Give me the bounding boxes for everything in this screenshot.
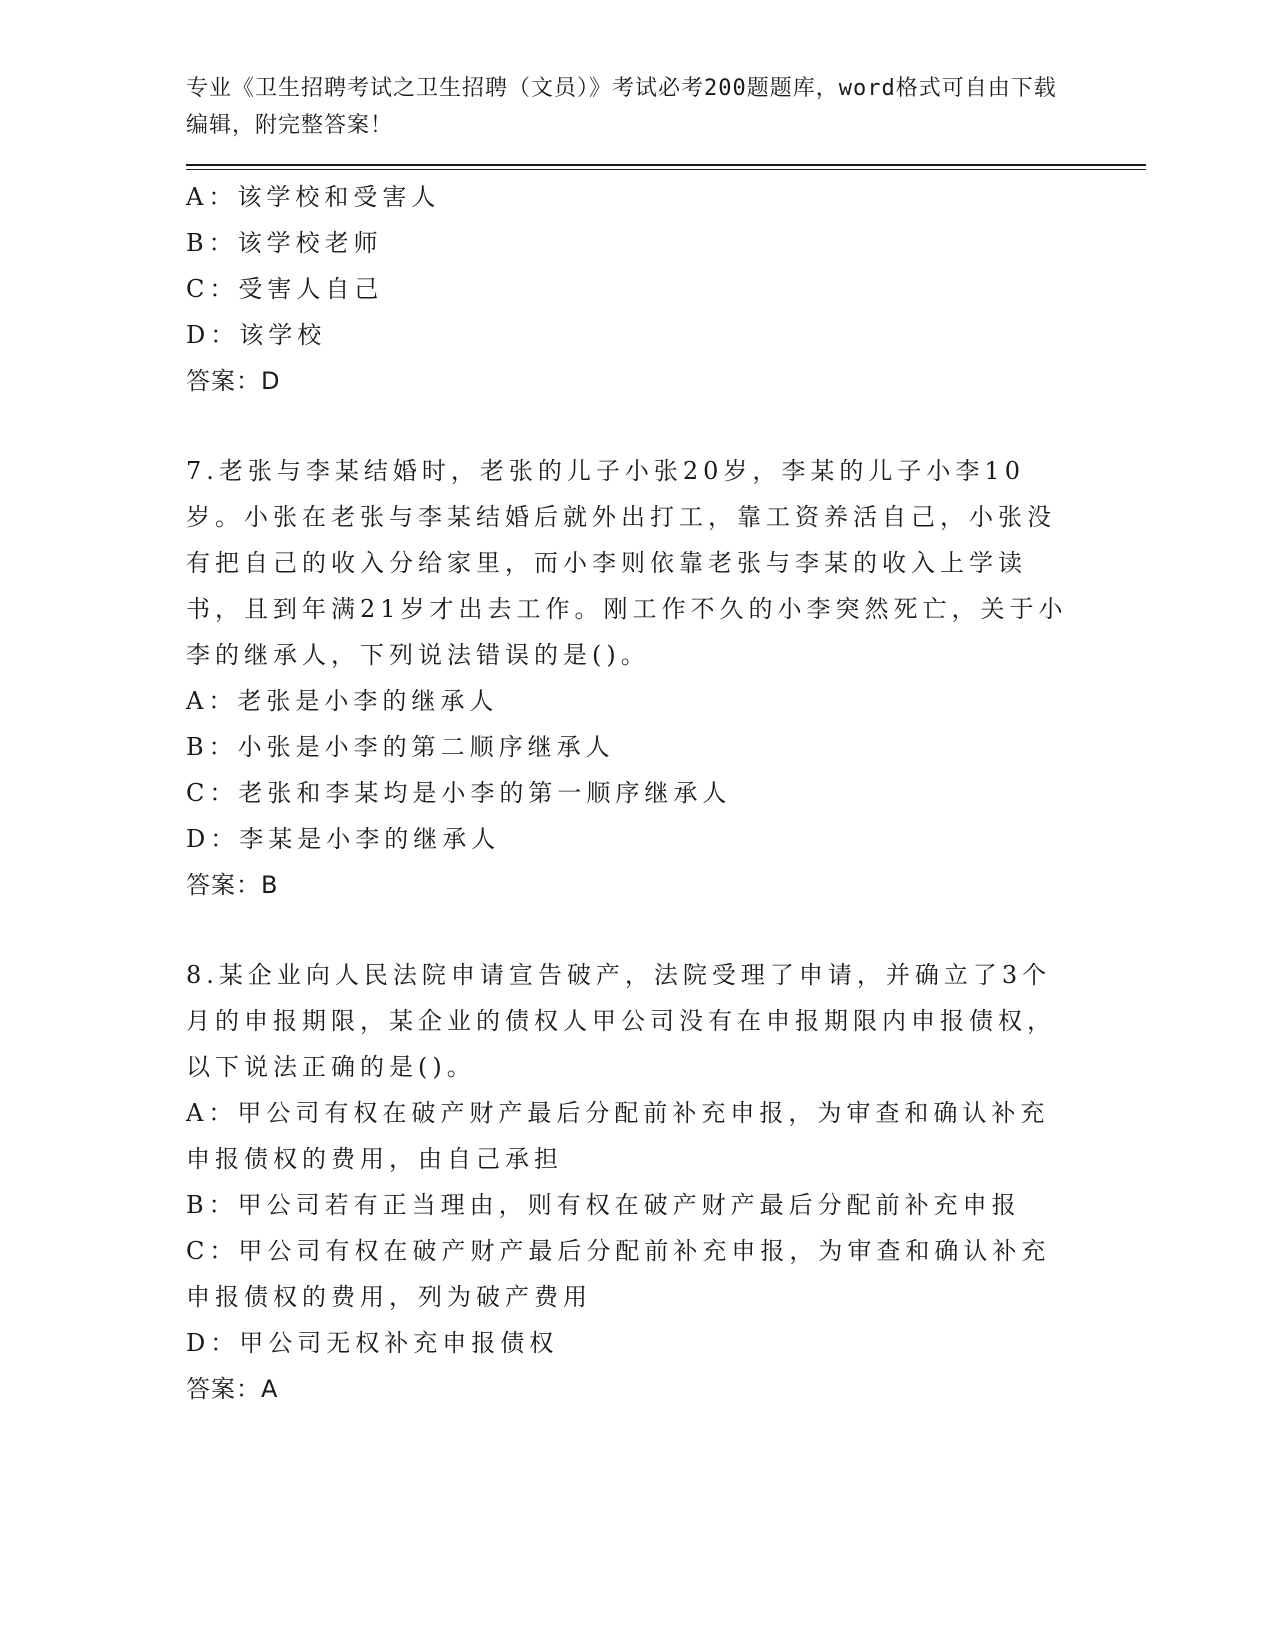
- option-a: A：甲公司有权在破产财产最后分配前补充申报，为审查和确认补充申报债权的费用，由自己承担: [186, 1099, 1050, 1173]
- option-d: D：该学校: [186, 321, 327, 349]
- document-header: 专业《卫生招聘考试之卫生招聘（文员）》考试必考200题题库，word格式可自由下载编辑，附完整答案！: [186, 76, 1057, 138]
- header-divider: [186, 164, 1146, 170]
- question-7: [186, 448, 1146, 908]
- option-c: C：甲公司有权在破产财产最后分配前补充申报，为审查和确认补充申报债权的费用，列为破产费用: [186, 1237, 1051, 1311]
- answer-line: 答案：D: [186, 367, 281, 395]
- option-c: C：受害人自己: [186, 275, 384, 303]
- option-d: D：李某是小李的继承人: [186, 825, 501, 853]
- question-block-prev: [186, 174, 1146, 404]
- option-b: B：甲公司若有正当理由，则有权在破产财产最后分配前补充申报: [186, 1191, 1021, 1219]
- option-a: A：老张是小李的继承人: [186, 687, 499, 715]
- option-b: B：小张是小李的第二顺序继承人: [186, 733, 615, 761]
- question-8: [186, 952, 1146, 1412]
- option-a: A：该学校和受害人: [186, 183, 441, 211]
- document-page: [186, 70, 1146, 1412]
- option-d: D：甲公司无权补充申报债权: [186, 1329, 559, 1357]
- option-b: B：该学校老师: [186, 229, 383, 257]
- answer-line: 答案：B: [186, 871, 279, 899]
- option-c: C：老张和李某均是小李的第一顺序继承人: [186, 779, 732, 807]
- answer-line: 答案：A: [186, 1375, 279, 1403]
- question-stem: 7.老张与李某结婚时，老张的儿子小张20岁，李某的儿子小李10岁。小张在老张与李某结婚后就外出打工，靠工资养活自己，小张没有把自己的收入分给家里，而小李则依靠老张与李某的收入上学读书，且到年满21岁才出去工作。刚工作不久的小李突然死亡，关于小李的继承人，下列说法错误的是()。: [186, 457, 1068, 669]
- question-stem: 8.某企业向人民法院申请宣告破产，法院受理了申请，并确立了3个月的申报期限，某企业的债权人甲公司没有在申报期限内申报债权，以下说法正确的是()。: [186, 961, 1056, 1081]
